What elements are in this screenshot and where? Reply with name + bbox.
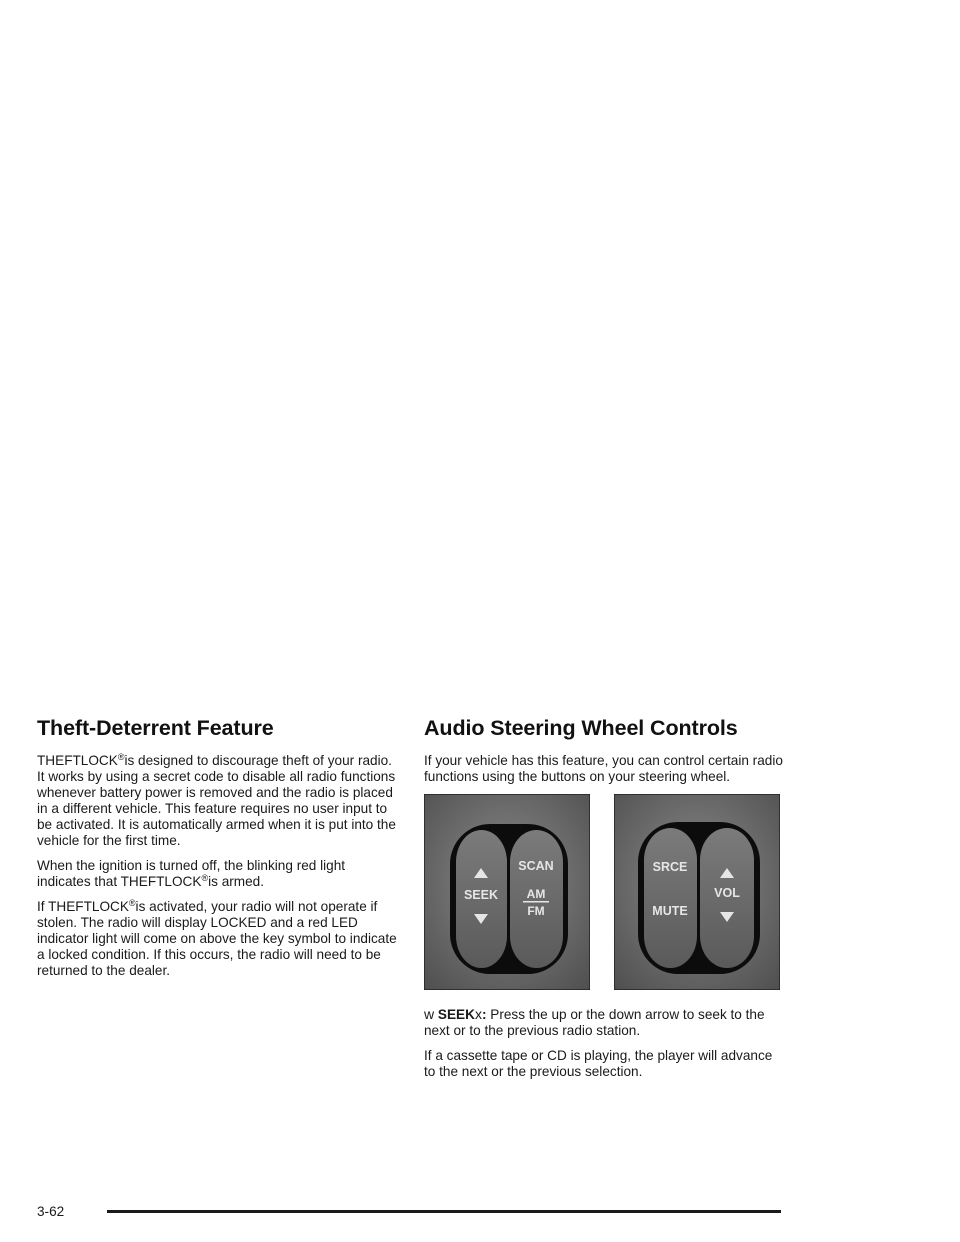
fm-label: FM	[527, 904, 545, 918]
seek-down-symbol: x	[474, 1006, 482, 1022]
seek-description-text: Press the up or the down arrow to seek to the next or to the previous radio station.	[424, 1007, 765, 1038]
audio-controls-heading: Audio Steering Wheel Controls	[424, 716, 738, 740]
footer-rule	[107, 1210, 781, 1213]
theft-deterrent-heading: Theft-Deterrent Feature	[37, 716, 274, 740]
theft-paragraph-2	[37, 858, 399, 890]
theft-paragraph-3-text: is activated, your radio will not operate if stolen. The radio will display LOCKED and a red LED indicator light will come on above the key symbol to indicate a locked condition. If this occurs, the radio will need to be returned to the dealer.	[37, 899, 397, 978]
seek-up-symbol: w	[424, 1006, 435, 1022]
cassette-paragraph: If a cassette tape or CD is playing, the player will advance to the next or the previous selection.	[424, 1048, 773, 1079]
seek-button-label: SEEK	[463, 888, 499, 902]
steering-control-figures	[424, 794, 786, 994]
registered-mark: ®	[117, 752, 125, 762]
right-steering-control-photo	[614, 794, 780, 990]
am-label: AM	[526, 887, 546, 901]
brand-name: THEFTLOCK	[37, 753, 118, 768]
audio-intro: If your vehicle has this feature, you can control certain radio functions using the buttons on your steering wheel.	[424, 753, 783, 784]
seek-description	[424, 1006, 786, 1039]
registered-mark: ®	[201, 873, 209, 883]
left-steering-control-photo	[424, 794, 590, 990]
theft-paragraph-2-text: When the ignition is turned off, the blinking red light indicates that THEFTLOCK	[37, 858, 346, 889]
seek-label: SEEK	[437, 1007, 475, 1022]
theft-paragraph-1	[37, 753, 399, 849]
mute-button-label: MUTE	[652, 904, 688, 918]
registered-mark: ®	[128, 898, 136, 908]
theft-deterrent-section	[37, 716, 399, 988]
srce-button-label: SRCE	[652, 860, 688, 874]
theft-paragraph-2-end: is armed.	[208, 874, 264, 889]
page-number: 3-62	[37, 1204, 65, 1219]
theft-paragraph-1-text: is designed to discourage theft of your radio. It works by using a secret code to disable all radio functions whenever battery power is removed and the radio is placed in a different vehicle. This feature requires no user input to be activated. It is automatically armed when it is put into the vehicle for the first time.	[37, 753, 396, 848]
scan-button-label: SCAN	[518, 859, 554, 873]
theft-paragraph-3	[37, 899, 399, 979]
vol-button-label: VOL	[714, 886, 740, 900]
audio-controls-section	[424, 716, 786, 1089]
theft-paragraph-3-start: If THEFTLOCK	[37, 899, 129, 914]
seek-colon: :	[481, 1007, 487, 1022]
